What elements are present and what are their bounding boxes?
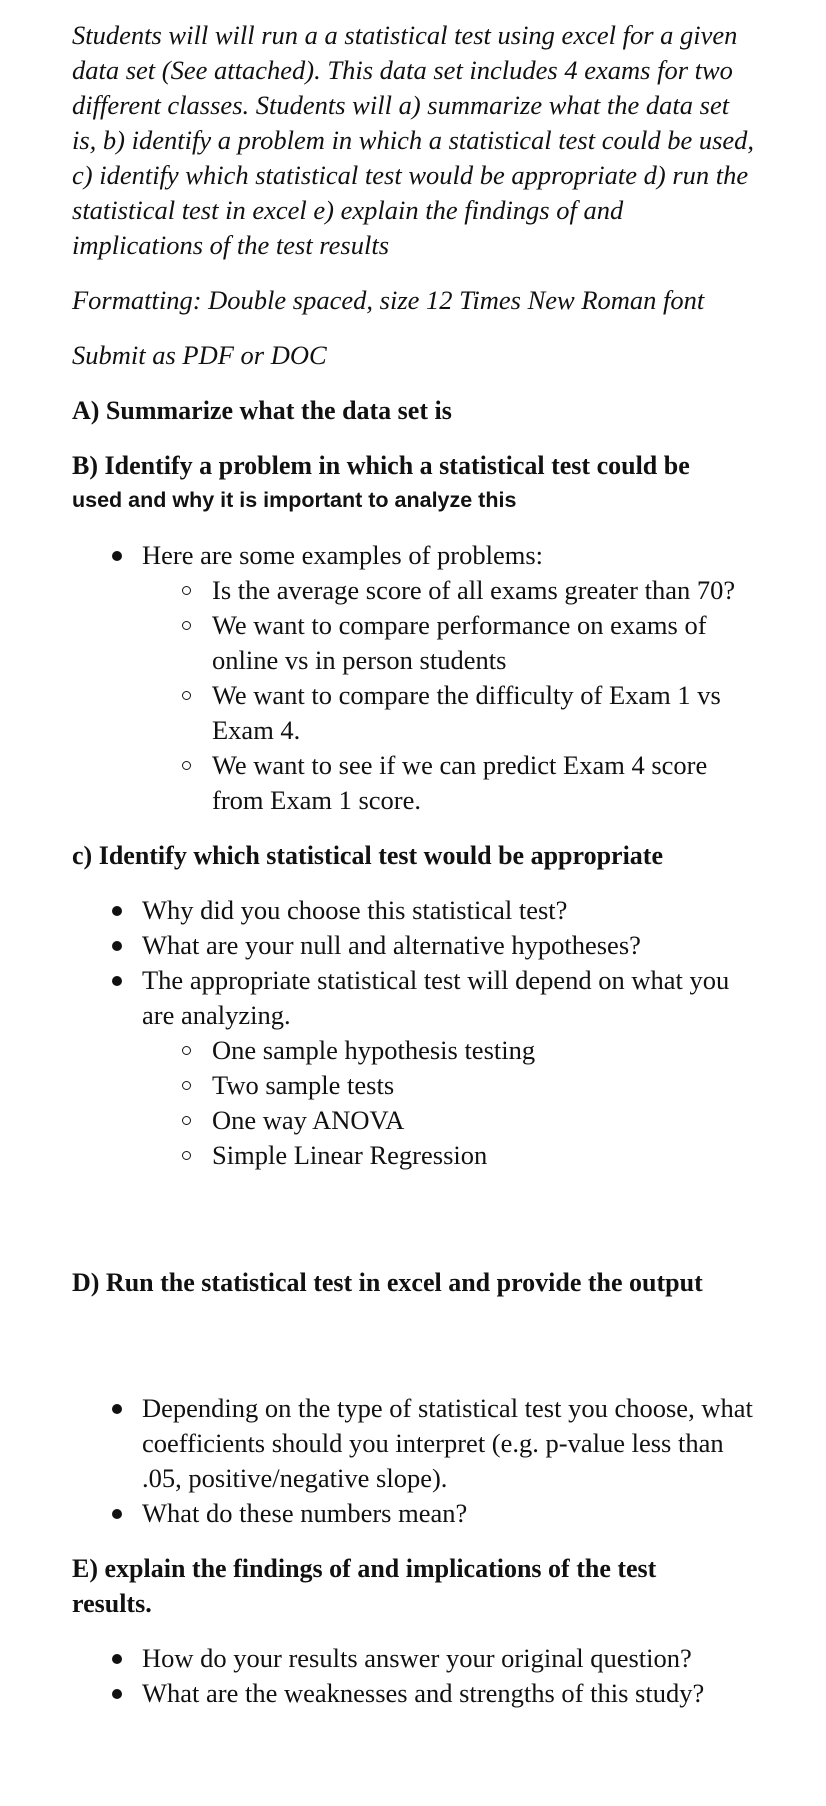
- circle-bullet-icon: [182, 1116, 191, 1125]
- bullet-icon: [112, 1689, 122, 1699]
- sub-list-item: [142, 1068, 812, 1103]
- list-item: [72, 963, 812, 1173]
- list-item: [72, 1641, 812, 1676]
- bullet-icon: [112, 1509, 122, 1519]
- bullet-icon: [112, 906, 122, 916]
- section-c-list: [72, 893, 812, 1173]
- section-b-sublist: [142, 573, 812, 818]
- sub-list-item: [142, 678, 812, 748]
- list-item-text: What are the weaknesses and strengths of this study?: [142, 1678, 705, 1708]
- sub-list-item-text: We want to see if we can predict Exam 4 score: [212, 750, 708, 780]
- section-c-heading: c) Identify which statistical test would be appropriate: [72, 841, 664, 870]
- intro-line: Students will will run a a statistical test using excel for a given: [72, 20, 738, 50]
- list-item-text: Here are some examples of problems:: [142, 540, 544, 570]
- section-e-heading-line1: E) explain the findings of and implications of the test: [72, 1554, 657, 1583]
- list-item-text: Depending on the type of statistical test you choose, what: [142, 1393, 753, 1423]
- section-b-heading: [72, 448, 812, 518]
- document-page: [72, 18, 812, 1711]
- list-item-text: What are your null and alternative hypotheses?: [142, 930, 641, 960]
- section-d-heading: D) Run the statistical test in excel and provide the output: [72, 1268, 703, 1297]
- bullet-icon: [112, 1654, 122, 1664]
- list-item-text: The appropriate statistical test will depend on what you: [142, 965, 730, 995]
- sub-list-item-text: One way ANOVA: [212, 1105, 405, 1135]
- section-d-list: [72, 1391, 812, 1531]
- intro-paragraph: [72, 18, 812, 263]
- list-item-text: Why did you choose this statistical test?: [142, 895, 568, 925]
- section-e-heading-line2: results.: [72, 1589, 152, 1618]
- circle-bullet-icon: [182, 1046, 191, 1055]
- sub-list-item: [142, 573, 812, 608]
- intro-line: different classes. Students will a) summarize what the data set: [72, 90, 730, 120]
- list-item: [72, 1391, 812, 1496]
- list-item-text: How do your results answer your original question?: [142, 1643, 692, 1673]
- bullet-icon: [112, 1404, 122, 1414]
- section-b-heading-line1: B) Identify a problem in which a statistical test could be: [72, 451, 690, 480]
- circle-bullet-icon: [182, 586, 191, 595]
- sub-list-item-text: We want to compare the difficulty of Exam 1 vs: [212, 680, 721, 710]
- sub-list-item-text: Exam 4.: [212, 715, 301, 745]
- circle-bullet-icon: [182, 621, 191, 630]
- circle-bullet-icon: [182, 1081, 191, 1090]
- sub-list-item-text: One sample hypothesis testing: [212, 1035, 536, 1065]
- sub-list-item: [142, 1138, 812, 1173]
- intro-line: implications of the test results: [72, 230, 390, 260]
- circle-bullet-icon: [182, 761, 191, 770]
- list-item: [72, 1676, 812, 1711]
- intro-line: c) identify which statistical test would be appropriate d) run the: [72, 160, 749, 190]
- sub-list-item: [142, 1103, 812, 1138]
- section-c-sublist: [142, 1033, 812, 1173]
- list-item-text: What do these numbers mean?: [142, 1498, 468, 1528]
- section-b-list: [72, 538, 812, 818]
- sub-list-item: [142, 608, 812, 678]
- sub-list-item-text: We want to compare performance on exams of: [212, 610, 707, 640]
- formatting-note: Formatting: Double spaced, size 12 Times New Roman font: [72, 285, 705, 315]
- bullet-icon: [112, 976, 122, 986]
- list-item: [72, 893, 812, 928]
- sub-list-item-text: Is the average score of all exams greater than 70?: [212, 575, 736, 605]
- section-e-heading: [72, 1551, 812, 1621]
- submit-note: Submit as PDF or DOC: [72, 340, 327, 370]
- sub-list-item-text: Two sample tests: [212, 1070, 395, 1100]
- section-e-list: [72, 1641, 812, 1711]
- bullet-icon: [112, 941, 122, 951]
- sub-list-item-text: online vs in person students: [212, 645, 507, 675]
- circle-bullet-icon: [182, 1151, 191, 1160]
- list-item: [72, 1496, 812, 1531]
- sub-list-item: [142, 1033, 812, 1068]
- sub-list-item: [142, 748, 812, 818]
- list-item-text: .05, positive/negative slope).: [142, 1463, 448, 1493]
- section-a-heading: A) Summarize what the data set is: [72, 396, 452, 425]
- list-item-text: coefficients should you interpret (e.g. p-value less than: [142, 1428, 724, 1458]
- intro-line: statistical test in excel e) explain the findings of and: [72, 195, 624, 225]
- bullet-icon: [112, 551, 122, 561]
- sub-list-item-text: Simple Linear Regression: [212, 1140, 488, 1170]
- section-b-heading-line2: used and why it is important to analyze this: [72, 488, 517, 512]
- list-item: [72, 928, 812, 963]
- circle-bullet-icon: [182, 691, 191, 700]
- list-item: [72, 538, 812, 818]
- intro-line: data set (See attached). This data set includes 4 exams for two: [72, 55, 733, 85]
- sub-list-item-text: from Exam 1 score.: [212, 785, 421, 815]
- intro-line: is, b) identify a problem in which a statistical test could be used,: [72, 125, 755, 155]
- list-item-text: are analyzing.: [142, 1000, 291, 1030]
